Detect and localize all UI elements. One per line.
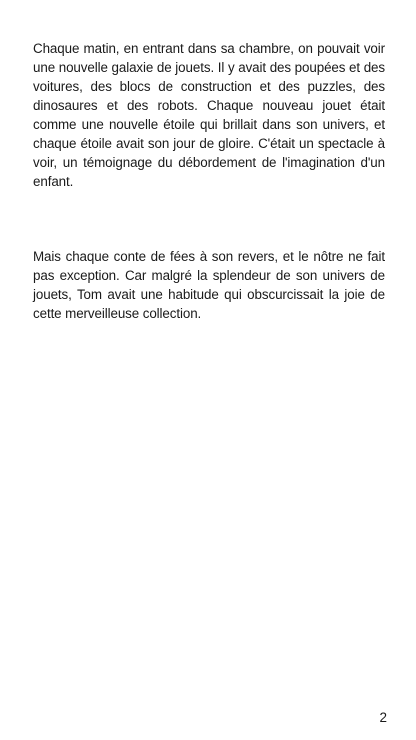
paragraph-toys-galaxy: Chaque matin, en entrant dans sa chambre, on pouvait voir une nouvelle galaxie de jouets. Il y avait des poupées et des voitures, des blocs de construction et des puzzles, des dinosaures et des robots. Chaque nouveau jouet était comme une nouvelle étoile qui brillait dans son univers, et chaque étoile avait son jour de gloire. C'était un spectacle à voir, un témoignage du débordement de l'imagination d'un enfant. [33, 41, 385, 189]
paragraph-tom-habit: Mais chaque conte de fées à son revers, et le nôtre ne fait pas exception. Car malgré la splendeur de son univers de jouets, Tom avait une habitude qui obscurcissait la joie de cette merveilleuse collection. [33, 249, 385, 321]
page-number: 2 [379, 710, 387, 725]
